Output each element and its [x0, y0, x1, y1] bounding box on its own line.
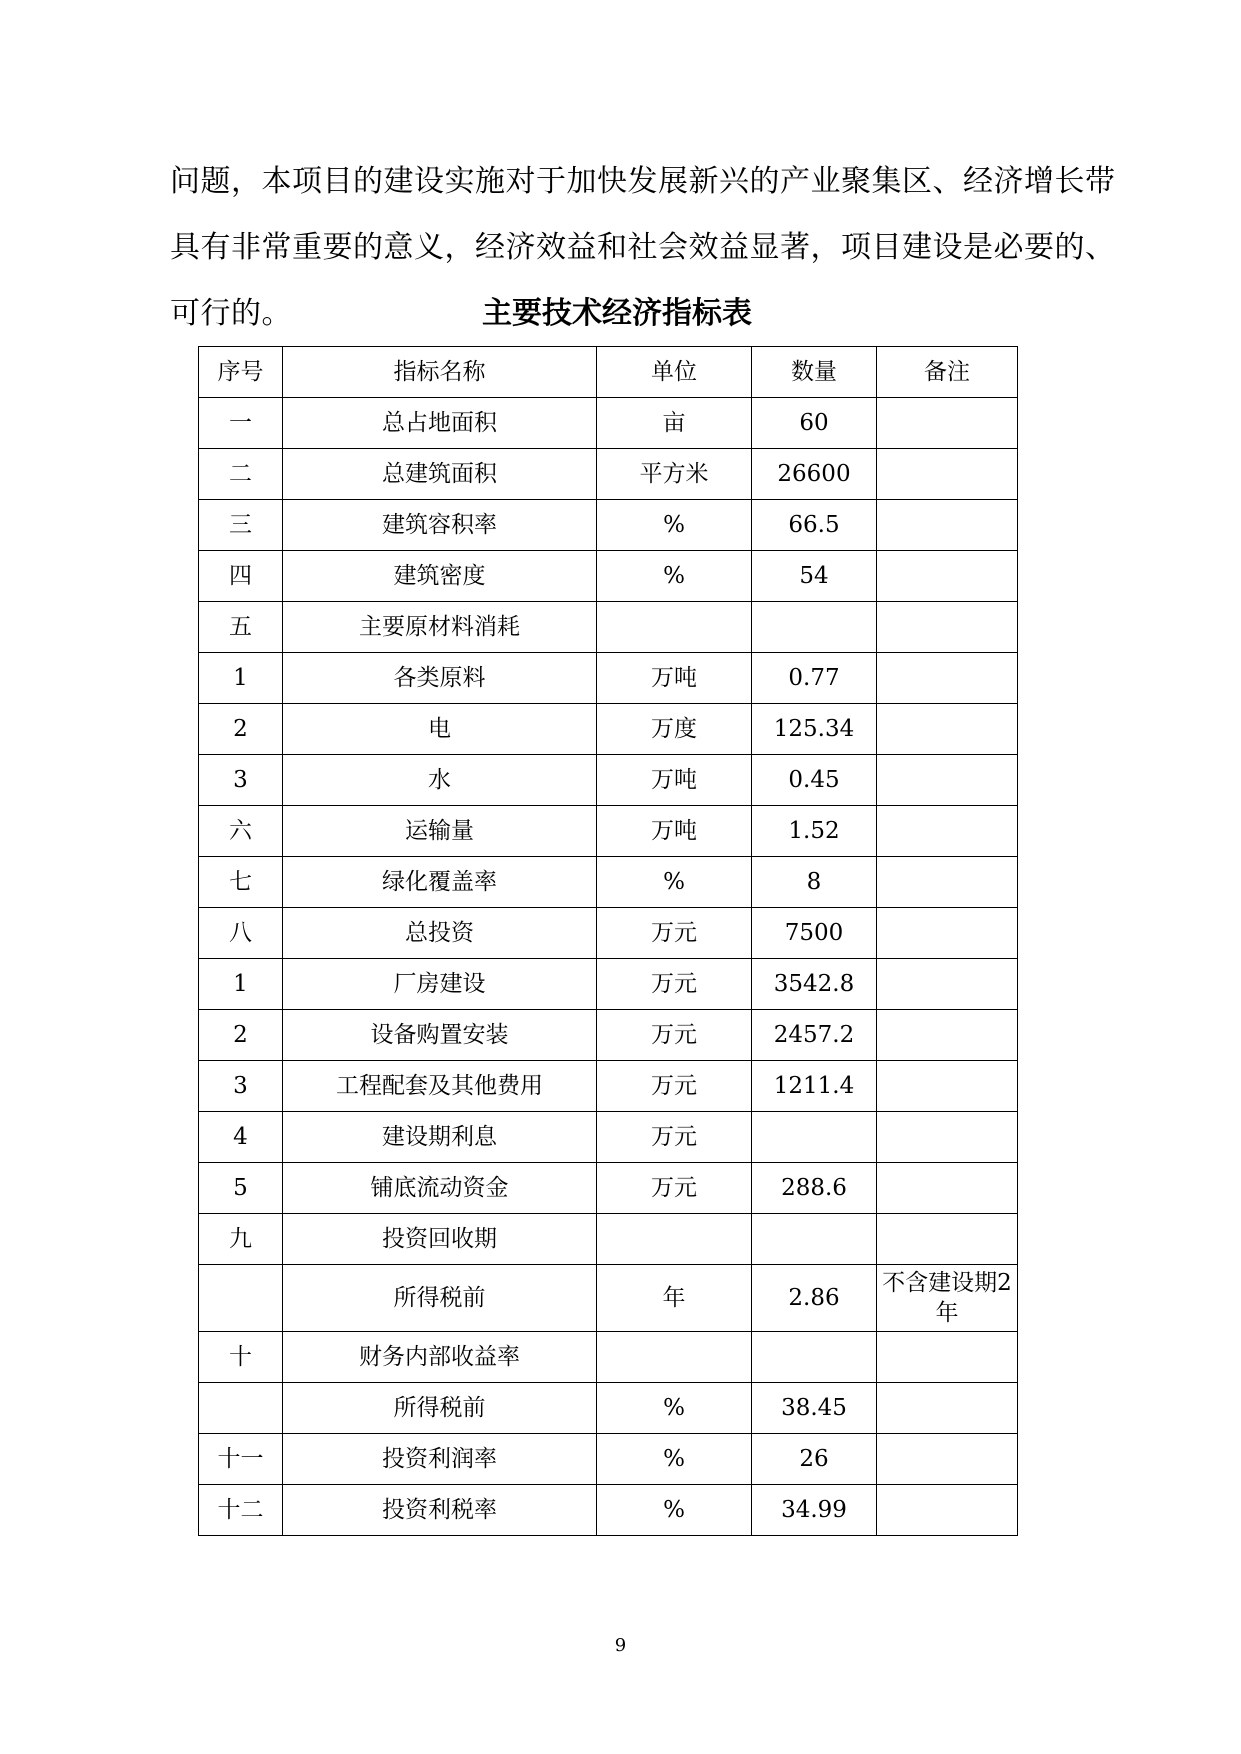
indicator-name-cell: 建筑容积率: [283, 500, 597, 551]
unit-cell: 万元: [597, 1163, 752, 1214]
quantity-cell: 26600: [752, 449, 877, 500]
indicator-name-cell: 投资回收期: [283, 1214, 597, 1265]
indicator-name-cell: 绿化覆盖率: [283, 857, 597, 908]
remark-cell: 不含建设期2年: [877, 1265, 1018, 1332]
header-cell: 数量: [752, 347, 877, 398]
paragraph-line-1: 问题，本项目的建设实施对于加快发展新兴的产业聚集区、经济增长带: [170, 164, 1116, 199]
quantity-cell: 54: [752, 551, 877, 602]
unit-cell: [597, 602, 752, 653]
remark-cell: [877, 602, 1018, 653]
quantity-cell: 3542.8: [752, 959, 877, 1010]
table-row: [199, 1434, 1018, 1485]
table-row: [199, 755, 1018, 806]
unit-cell: 万元: [597, 1061, 752, 1112]
indicator-name-cell: 工程配套及其他费用: [283, 1061, 597, 1112]
page-number: 9: [614, 1635, 627, 1656]
quantity-cell: 26: [752, 1434, 877, 1485]
table-row: [199, 602, 1018, 653]
remark-cell: [877, 1485, 1018, 1536]
quantity-cell: 2457.2: [752, 1010, 877, 1061]
indicator-name-cell: 投资利润率: [283, 1434, 597, 1485]
unit-cell: %: [597, 1383, 752, 1434]
unit-cell: %: [597, 551, 752, 602]
row-index-cell: 5: [199, 1163, 283, 1214]
table-title: 主要技术经济指标表: [482, 296, 752, 331]
row-index-cell: 六: [199, 806, 283, 857]
row-index-cell: [199, 1265, 283, 1332]
table-row: [199, 857, 1018, 908]
remark-cell: [877, 551, 1018, 602]
remark-cell: [877, 1383, 1018, 1434]
indicator-name-cell: 建设期利息: [283, 1112, 597, 1163]
row-index-cell: 四: [199, 551, 283, 602]
indicator-name-cell: 所得税前: [283, 1383, 597, 1434]
unit-cell: 万元: [597, 908, 752, 959]
unit-cell: 万度: [597, 704, 752, 755]
row-index-cell: 3: [199, 755, 283, 806]
header-cell: 单位: [597, 347, 752, 398]
header-cell: 备注: [877, 347, 1018, 398]
table-row: [199, 1010, 1018, 1061]
quantity-cell: 7500: [752, 908, 877, 959]
remark-cell: [877, 857, 1018, 908]
remark-cell: [877, 1112, 1018, 1163]
table-row: [199, 1214, 1018, 1265]
quantity-cell: 8: [752, 857, 877, 908]
row-index-cell: 八: [199, 908, 283, 959]
indicator-name-cell: 各类原料: [283, 653, 597, 704]
remark-cell: [877, 1010, 1018, 1061]
indicator-name-cell: 铺底流动资金: [283, 1163, 597, 1214]
indicator-table: [198, 346, 1018, 1536]
table-row: [199, 1061, 1018, 1112]
table-row: [199, 704, 1018, 755]
quantity-cell: [752, 602, 877, 653]
table-row: [199, 1163, 1018, 1214]
table-row: [199, 1265, 1018, 1332]
row-index-cell: 二: [199, 449, 283, 500]
row-index-cell: 4: [199, 1112, 283, 1163]
row-index-cell: 3: [199, 1061, 283, 1112]
row-index-cell: 2: [199, 1010, 283, 1061]
row-index-cell: 九: [199, 1214, 283, 1265]
row-index-cell: 2: [199, 704, 283, 755]
row-index-cell: 十二: [199, 1485, 283, 1536]
quantity-cell: 34.99: [752, 1485, 877, 1536]
quantity-cell: 1.52: [752, 806, 877, 857]
quantity-cell: 0.45: [752, 755, 877, 806]
indicator-name-cell: 总建筑面积: [283, 449, 597, 500]
quantity-cell: 288.6: [752, 1163, 877, 1214]
remark-cell: [877, 1214, 1018, 1265]
unit-cell: 万吨: [597, 806, 752, 857]
unit-cell: %: [597, 500, 752, 551]
table-row: [199, 959, 1018, 1010]
indicator-name-cell: 所得税前: [283, 1265, 597, 1332]
row-index-cell: 一: [199, 398, 283, 449]
unit-cell: [597, 1214, 752, 1265]
indicator-name-cell: 设备购置安装: [283, 1010, 597, 1061]
quantity-cell: 66.5: [752, 500, 877, 551]
unit-cell: 亩: [597, 398, 752, 449]
remark-cell: [877, 704, 1018, 755]
remark-cell: [877, 1061, 1018, 1112]
remark-cell: [877, 908, 1018, 959]
indicator-name-cell: 电: [283, 704, 597, 755]
indicator-name-cell: 总占地面积: [283, 398, 597, 449]
row-index-cell: [199, 1383, 283, 1434]
quantity-cell: [752, 1112, 877, 1163]
quantity-cell: 125.34: [752, 704, 877, 755]
row-index-cell: 七: [199, 857, 283, 908]
indicator-name-cell: 投资利税率: [283, 1485, 597, 1536]
table-row: [199, 908, 1018, 959]
paragraph-line-3: 可行的。: [170, 296, 292, 331]
paragraph-line-2: 具有非常重要的意义，经济效益和社会效益显著，项目建设是必要的、: [170, 230, 1116, 265]
unit-cell: [597, 1332, 752, 1383]
quantity-cell: [752, 1214, 877, 1265]
unit-cell: 万元: [597, 959, 752, 1010]
remark-cell: [877, 1332, 1018, 1383]
row-index-cell: 十一: [199, 1434, 283, 1485]
unit-cell: 年: [597, 1265, 752, 1332]
quantity-cell: 2.86: [752, 1265, 877, 1332]
unit-cell: 万吨: [597, 653, 752, 704]
remark-cell: [877, 449, 1018, 500]
table-row: [199, 1383, 1018, 1434]
table-row: [199, 449, 1018, 500]
quantity-cell: [752, 1332, 877, 1383]
table-header-row: [199, 347, 1018, 398]
remark-cell: [877, 1434, 1018, 1485]
indicator-name-cell: 主要原材料消耗: [283, 602, 597, 653]
indicator-name-cell: 总投资: [283, 908, 597, 959]
indicator-name-cell: 厂房建设: [283, 959, 597, 1010]
unit-cell: 万元: [597, 1010, 752, 1061]
unit-cell: %: [597, 1485, 752, 1536]
remark-cell: [877, 806, 1018, 857]
row-index-cell: 三: [199, 500, 283, 551]
table-row: [199, 1112, 1018, 1163]
remark-cell: [877, 653, 1018, 704]
table-row: [199, 653, 1018, 704]
remark-cell: [877, 500, 1018, 551]
indicator-name-cell: 建筑密度: [283, 551, 597, 602]
header-cell: 指标名称: [283, 347, 597, 398]
indicator-name-cell: 财务内部收益率: [283, 1332, 597, 1383]
unit-cell: 万吨: [597, 755, 752, 806]
unit-cell: %: [597, 857, 752, 908]
remark-cell: [877, 1163, 1018, 1214]
header-cell: 序号: [199, 347, 283, 398]
remark-cell: [877, 755, 1018, 806]
row-index-cell: 十: [199, 1332, 283, 1383]
row-index-cell: 1: [199, 653, 283, 704]
table-row: [199, 500, 1018, 551]
indicator-name-cell: 水: [283, 755, 597, 806]
table-row: [199, 1332, 1018, 1383]
quantity-cell: 60: [752, 398, 877, 449]
remark-cell: [877, 959, 1018, 1010]
row-index-cell: 五: [199, 602, 283, 653]
table-row: [199, 1485, 1018, 1536]
quantity-cell: 0.77: [752, 653, 877, 704]
unit-cell: %: [597, 1434, 752, 1485]
quantity-cell: 1211.4: [752, 1061, 877, 1112]
table-row: [199, 551, 1018, 602]
unit-cell: 万元: [597, 1112, 752, 1163]
quantity-cell: 38.45: [752, 1383, 877, 1434]
row-index-cell: 1: [199, 959, 283, 1010]
table-row: [199, 398, 1018, 449]
remark-cell: [877, 398, 1018, 449]
indicator-name-cell: 运输量: [283, 806, 597, 857]
table-row: [199, 806, 1018, 857]
unit-cell: 平方米: [597, 449, 752, 500]
